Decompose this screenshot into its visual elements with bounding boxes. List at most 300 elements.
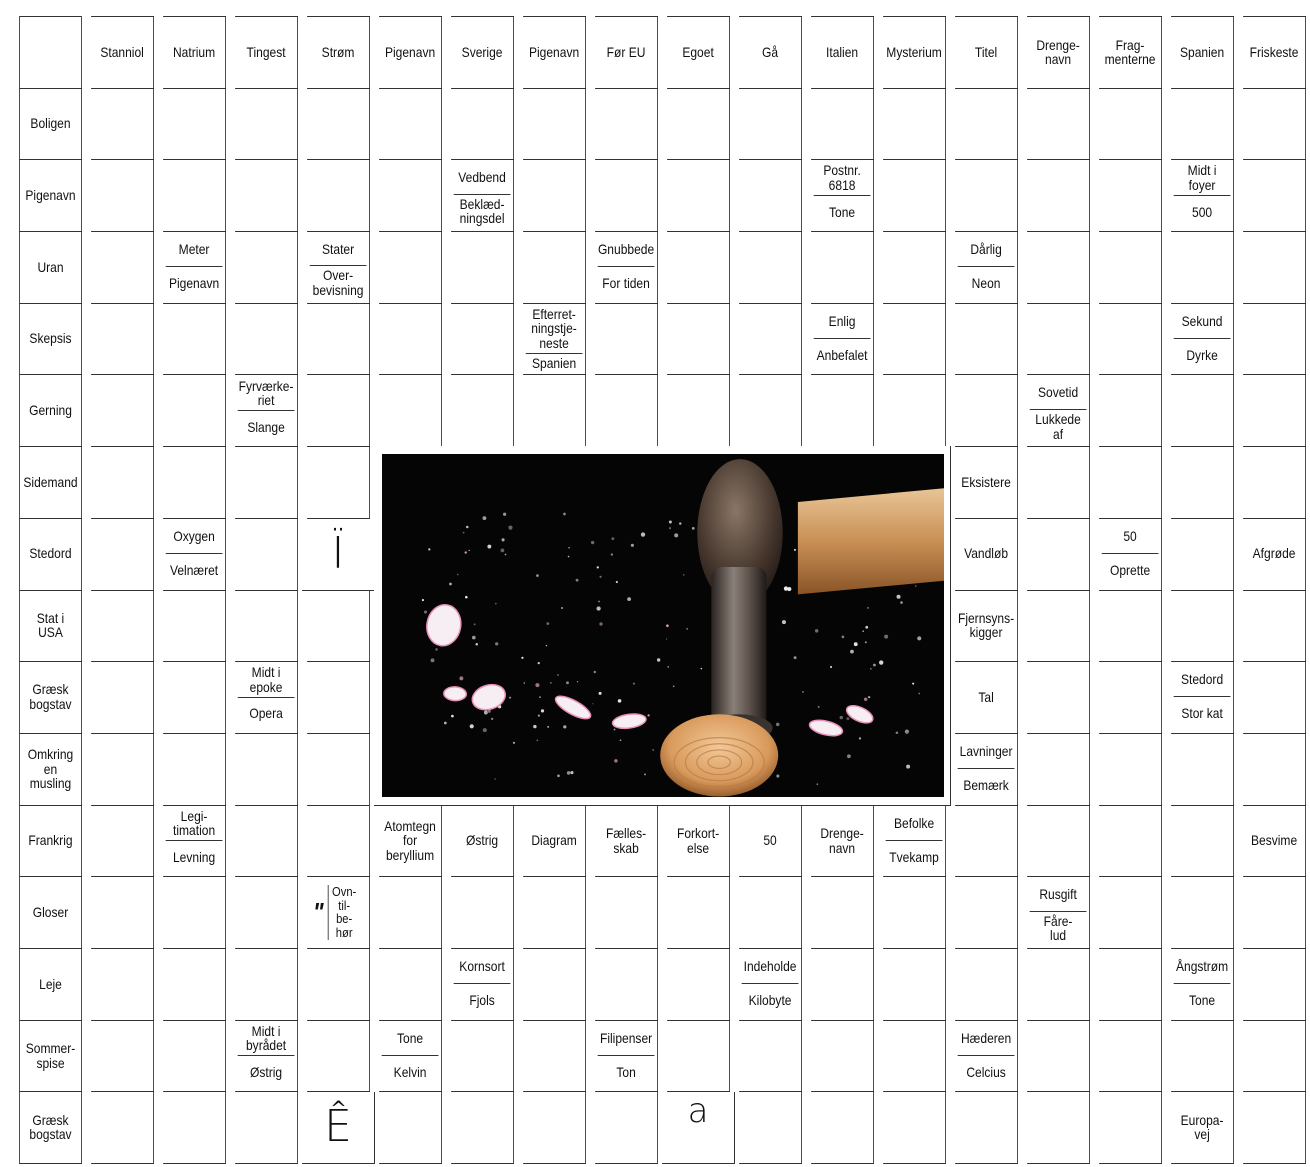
answer-cell[interactable] bbox=[1243, 733, 1306, 806]
clue-cell bbox=[235, 375, 298, 448]
answer-cell[interactable] bbox=[595, 303, 658, 376]
clue-top: Dårlig bbox=[958, 235, 1015, 267]
debris-particle bbox=[599, 576, 601, 578]
prefilled-letter[interactable]: a bbox=[662, 1092, 735, 1165]
debris-particle bbox=[611, 554, 613, 556]
answer-cell[interactable] bbox=[1099, 231, 1162, 304]
answer-cell[interactable] bbox=[1027, 518, 1090, 591]
answer-cell[interactable] bbox=[1027, 159, 1090, 232]
clue-bottom: Ton bbox=[616, 1063, 636, 1080]
answer-cell[interactable] bbox=[1171, 446, 1234, 519]
debris-particle bbox=[867, 607, 869, 609]
answer-cell[interactable] bbox=[739, 876, 802, 949]
answer-cell[interactable] bbox=[1243, 88, 1306, 161]
debris-particle bbox=[802, 691, 804, 693]
answer-cell[interactable] bbox=[883, 375, 946, 448]
answer-cell[interactable] bbox=[883, 231, 946, 304]
answer-cell[interactable] bbox=[451, 1020, 514, 1093]
answer-cell[interactable] bbox=[523, 948, 586, 1021]
answer-cell[interactable] bbox=[1243, 375, 1306, 448]
answer-cell[interactable] bbox=[91, 518, 154, 591]
answer-cell[interactable] bbox=[235, 733, 298, 806]
answer-cell[interactable] bbox=[667, 303, 730, 376]
answer-cell[interactable] bbox=[1171, 375, 1234, 448]
debris-particle bbox=[505, 554, 507, 556]
answer-cell[interactable] bbox=[1027, 1092, 1090, 1165]
debris-particle bbox=[873, 664, 876, 667]
answer-cell[interactable] bbox=[451, 303, 514, 376]
debris-particle bbox=[465, 596, 468, 599]
answer-cell[interactable] bbox=[1171, 518, 1234, 591]
answer-cell[interactable] bbox=[1171, 1020, 1234, 1093]
row-clue: Pigenavn bbox=[19, 159, 82, 232]
debris-particle bbox=[546, 645, 547, 646]
clue-cell bbox=[307, 231, 370, 304]
answer-cell[interactable] bbox=[667, 159, 730, 232]
answer-cell[interactable] bbox=[883, 1020, 946, 1093]
answer-cell[interactable] bbox=[91, 231, 154, 304]
debris-particle bbox=[502, 538, 505, 541]
answer-cell[interactable] bbox=[91, 876, 154, 949]
answer-cell[interactable] bbox=[163, 159, 226, 232]
answer-cell[interactable] bbox=[91, 159, 154, 232]
answer-cell[interactable] bbox=[235, 303, 298, 376]
debris-particle bbox=[631, 544, 634, 547]
debris-particle bbox=[474, 624, 476, 626]
answer-cell[interactable] bbox=[955, 876, 1018, 949]
chalk-shard bbox=[808, 718, 844, 739]
answer-cell[interactable] bbox=[1099, 733, 1162, 806]
clue-cell bbox=[595, 1020, 658, 1093]
answer-cell[interactable] bbox=[1027, 805, 1090, 878]
answer-cell[interactable] bbox=[1243, 159, 1306, 232]
answer-cell[interactable] bbox=[379, 948, 442, 1021]
answer-cell[interactable] bbox=[1099, 303, 1162, 376]
clue-top: Midt i foyer bbox=[1174, 163, 1231, 195]
clue-bottom: Tone bbox=[829, 203, 856, 220]
column-clue: Drenge- navn bbox=[1027, 16, 1090, 89]
clue-cell bbox=[811, 159, 874, 232]
chalk-shard bbox=[553, 692, 594, 723]
answer-cell[interactable] bbox=[595, 876, 658, 949]
debris-particle bbox=[547, 726, 549, 728]
debris-particle bbox=[459, 677, 463, 681]
answer-cell[interactable] bbox=[1099, 1020, 1162, 1093]
answer-cell[interactable] bbox=[451, 1092, 514, 1165]
column-clue: Tingest bbox=[235, 16, 298, 89]
column-clue: Friskeste bbox=[1243, 16, 1306, 89]
answer-cell[interactable] bbox=[1171, 88, 1234, 161]
answer-cell[interactable] bbox=[1027, 590, 1090, 663]
answer-cell[interactable] bbox=[1099, 876, 1162, 949]
answer-cell[interactable] bbox=[91, 1092, 154, 1165]
answer-cell[interactable] bbox=[307, 1020, 370, 1093]
row-clue: Græsk bogstav bbox=[19, 1092, 82, 1165]
answer-cell[interactable] bbox=[1099, 446, 1162, 519]
answer-cell[interactable] bbox=[667, 948, 730, 1021]
answer-cell[interactable] bbox=[955, 1092, 1018, 1165]
answer-cell[interactable] bbox=[235, 88, 298, 161]
answer-cell[interactable] bbox=[811, 88, 874, 161]
row-clue: Boligen bbox=[19, 88, 82, 161]
answer-cell[interactable] bbox=[1099, 375, 1162, 448]
answer-cell[interactable] bbox=[523, 159, 586, 232]
answer-cell[interactable] bbox=[1027, 88, 1090, 161]
answer-cell[interactable] bbox=[595, 159, 658, 232]
clue-top: Oxygen bbox=[166, 522, 223, 554]
debris-particle bbox=[686, 628, 688, 630]
answer-cell[interactable] bbox=[667, 231, 730, 304]
answer-cell[interactable] bbox=[307, 948, 370, 1021]
answer-cell[interactable] bbox=[1099, 948, 1162, 1021]
answer-cell[interactable] bbox=[451, 375, 514, 448]
clue-text: Ovn- til- be- hør bbox=[328, 885, 357, 940]
answer-cell[interactable] bbox=[1171, 733, 1234, 806]
answer-cell[interactable] bbox=[523, 88, 586, 161]
answer-cell[interactable] bbox=[451, 231, 514, 304]
debris-particle bbox=[546, 622, 549, 625]
answer-cell[interactable] bbox=[595, 948, 658, 1021]
answer-cell[interactable] bbox=[811, 948, 874, 1021]
answer-cell[interactable] bbox=[739, 159, 802, 232]
answer-cell[interactable] bbox=[1027, 661, 1090, 734]
answer-cell[interactable] bbox=[163, 1092, 226, 1165]
debris-particle bbox=[523, 682, 525, 684]
debris-particle bbox=[537, 740, 539, 742]
debris-particle bbox=[431, 659, 435, 663]
answer-cell[interactable] bbox=[523, 876, 586, 949]
answer-cell[interactable] bbox=[451, 876, 514, 949]
answer-cell[interactable] bbox=[1099, 88, 1162, 161]
clue-bottom: Lukkede af bbox=[1035, 410, 1081, 442]
answer-cell[interactable] bbox=[307, 590, 370, 663]
clue-cell: Forkort- else bbox=[667, 805, 730, 878]
answer-cell[interactable] bbox=[163, 375, 226, 448]
answer-cell[interactable] bbox=[163, 733, 226, 806]
answer-cell[interactable] bbox=[1027, 446, 1090, 519]
debris-particle bbox=[794, 656, 797, 659]
answer-cell[interactable] bbox=[163, 303, 226, 376]
answer-cell[interactable] bbox=[379, 88, 442, 161]
answer-cell[interactable] bbox=[379, 159, 442, 232]
clue-top: 50 bbox=[1102, 522, 1159, 554]
clue-bottom: Celcius bbox=[966, 1063, 1006, 1080]
answer-cell[interactable] bbox=[235, 805, 298, 878]
debris-particle bbox=[533, 725, 536, 728]
answer-cell[interactable] bbox=[1243, 303, 1306, 376]
answer-cell[interactable] bbox=[235, 518, 298, 591]
debris-particle bbox=[539, 696, 541, 698]
answer-cell[interactable] bbox=[91, 303, 154, 376]
row-clue: Sidemand bbox=[19, 446, 82, 519]
answer-cell[interactable] bbox=[1243, 948, 1306, 1021]
answer-cell[interactable] bbox=[667, 1020, 730, 1093]
answer-cell[interactable] bbox=[883, 88, 946, 161]
answer-cell[interactable] bbox=[307, 805, 370, 878]
answer-cell[interactable] bbox=[595, 375, 658, 448]
column-clue: Natrium bbox=[163, 16, 226, 89]
clue-cell: Drenge- navn bbox=[811, 805, 874, 878]
debris-particle bbox=[422, 599, 424, 601]
answer-cell[interactable] bbox=[235, 876, 298, 949]
answer-cell[interactable] bbox=[595, 1092, 658, 1165]
answer-cell[interactable] bbox=[811, 1092, 874, 1165]
answer-cell[interactable] bbox=[91, 805, 154, 878]
answer-cell[interactable] bbox=[91, 88, 154, 161]
clue-top: Fyrværke- riet bbox=[238, 379, 295, 411]
debris-particle bbox=[815, 629, 818, 632]
answer-cell[interactable] bbox=[1099, 590, 1162, 663]
answer-cell[interactable] bbox=[1027, 733, 1090, 806]
answer-cell[interactable] bbox=[811, 375, 874, 448]
answer-cell[interactable] bbox=[163, 590, 226, 663]
answer-cell[interactable] bbox=[451, 88, 514, 161]
answer-cell[interactable] bbox=[307, 159, 370, 232]
answer-cell[interactable] bbox=[1171, 231, 1234, 304]
answer-cell[interactable] bbox=[1027, 1020, 1090, 1093]
answer-cell[interactable] bbox=[163, 948, 226, 1021]
answer-cell[interactable] bbox=[379, 303, 442, 376]
answer-cell[interactable] bbox=[739, 375, 802, 448]
column-clue: Sverige bbox=[451, 16, 514, 89]
clue-cell: Europa- vej bbox=[1171, 1092, 1234, 1165]
answer-cell[interactable] bbox=[163, 661, 226, 734]
clue-bottom: Velnæret bbox=[169, 561, 219, 578]
answer-cell[interactable] bbox=[235, 948, 298, 1021]
answer-cell[interactable] bbox=[235, 446, 298, 519]
debris-particle bbox=[673, 686, 675, 688]
debris-particle bbox=[472, 636, 476, 640]
answer-cell[interactable] bbox=[1171, 805, 1234, 878]
answer-cell[interactable] bbox=[1099, 159, 1162, 232]
clue-bottom: 500 bbox=[1192, 203, 1213, 220]
answer-cell[interactable] bbox=[739, 1020, 802, 1093]
column-clue: Strøm bbox=[307, 16, 370, 89]
column-clue: Spanien bbox=[1171, 16, 1234, 89]
column-clue: Italien bbox=[811, 16, 874, 89]
debris-particle bbox=[503, 513, 506, 516]
answer-cell[interactable] bbox=[811, 876, 874, 949]
debris-particle bbox=[538, 715, 540, 717]
row-clue: Frankrig bbox=[19, 805, 82, 878]
answer-cell[interactable] bbox=[1027, 231, 1090, 304]
debris-particle bbox=[469, 550, 470, 551]
clue-cell: Østrig bbox=[451, 805, 514, 878]
debris-particle bbox=[487, 545, 491, 549]
answer-cell[interactable] bbox=[523, 231, 586, 304]
clue-bottom: For tiden bbox=[602, 275, 650, 292]
debris-particle bbox=[563, 513, 566, 516]
answer-cell[interactable] bbox=[739, 303, 802, 376]
clue-top: Kornsort bbox=[454, 952, 511, 984]
debris-particle bbox=[521, 657, 523, 659]
answer-cell[interactable] bbox=[91, 948, 154, 1021]
clue-bottom: Spanien bbox=[531, 354, 577, 371]
answer-cell[interactable] bbox=[667, 88, 730, 161]
row-clue: Sommer- spise bbox=[19, 1020, 82, 1093]
debris-particle bbox=[570, 771, 573, 774]
clue-cell: Eksistere bbox=[955, 446, 1018, 519]
answer-cell[interactable] bbox=[523, 1020, 586, 1093]
debris-particle bbox=[905, 730, 909, 734]
answer-cell[interactable] bbox=[955, 805, 1018, 878]
answer-cell[interactable] bbox=[883, 1092, 946, 1165]
debris-particle bbox=[865, 626, 868, 629]
debris-particle bbox=[666, 625, 669, 628]
hammer-photo bbox=[382, 454, 944, 797]
answer-cell[interactable] bbox=[307, 733, 370, 806]
answer-cell[interactable] bbox=[739, 1092, 802, 1165]
answer-cell[interactable] bbox=[739, 88, 802, 161]
clue-cell bbox=[1171, 948, 1234, 1021]
answer-cell[interactable] bbox=[739, 231, 802, 304]
clue-bottom: Oprette bbox=[1109, 561, 1151, 578]
clue-cell bbox=[1171, 303, 1234, 376]
answer-cell[interactable] bbox=[91, 661, 154, 734]
row-clue: Gloser bbox=[19, 876, 82, 949]
debris-particle bbox=[611, 537, 614, 540]
answer-cell[interactable] bbox=[1027, 303, 1090, 376]
debris-particle bbox=[618, 699, 622, 703]
answer-cell[interactable] bbox=[595, 88, 658, 161]
answer-cell[interactable] bbox=[235, 231, 298, 304]
debris-particle bbox=[501, 549, 505, 553]
debris-particle bbox=[470, 724, 474, 728]
answer-cell[interactable] bbox=[523, 1092, 586, 1165]
clue-top: Indeholde bbox=[742, 952, 799, 984]
answer-cell[interactable] bbox=[1243, 231, 1306, 304]
clue-cell bbox=[955, 733, 1018, 806]
answer-cell[interactable] bbox=[1099, 805, 1162, 878]
debris-particle bbox=[483, 516, 487, 520]
clue-top: Tone bbox=[382, 1024, 439, 1056]
answer-cell[interactable] bbox=[1099, 661, 1162, 734]
answer-cell[interactable] bbox=[1243, 446, 1306, 519]
clue-cell bbox=[235, 661, 298, 734]
debris-particle bbox=[424, 611, 427, 614]
clue-cell: Fjernsyns- kigger bbox=[955, 590, 1018, 663]
chalk-shard bbox=[612, 712, 647, 730]
debris-particle bbox=[465, 552, 467, 554]
answer-cell[interactable] bbox=[1243, 1020, 1306, 1093]
answer-cell[interactable] bbox=[163, 1020, 226, 1093]
answer-cell[interactable] bbox=[379, 231, 442, 304]
clue-cell bbox=[955, 1020, 1018, 1093]
debris-particle bbox=[859, 737, 861, 739]
answer-cell[interactable] bbox=[235, 1092, 298, 1165]
answer-cell[interactable] bbox=[163, 446, 226, 519]
debris-particle bbox=[508, 526, 512, 530]
answer-cell[interactable] bbox=[955, 88, 1018, 161]
wood-block bbox=[660, 714, 778, 796]
prefilled-letter[interactable]: Ï bbox=[302, 518, 375, 591]
answer-cell[interactable] bbox=[1243, 1092, 1306, 1165]
answer-cell[interactable] bbox=[667, 375, 730, 448]
debris-particle bbox=[568, 547, 570, 549]
answer-cell[interactable] bbox=[1099, 1092, 1162, 1165]
answer-cell[interactable] bbox=[91, 446, 154, 519]
debris-particle bbox=[884, 635, 888, 639]
debris-particle bbox=[538, 662, 540, 664]
prefilled-letter[interactable]: Ê bbox=[302, 1092, 375, 1165]
debris-particle bbox=[669, 521, 672, 524]
chalk-shard bbox=[424, 602, 464, 648]
clue-bottom: Anbefalet bbox=[816, 346, 868, 363]
debris-particle bbox=[906, 765, 910, 769]
answer-cell[interactable] bbox=[883, 876, 946, 949]
row-clue: Omkring en musling bbox=[19, 733, 82, 806]
corner-cell bbox=[19, 16, 82, 89]
clue-top: Rusgift bbox=[1030, 880, 1087, 911]
answer-cell[interactable] bbox=[667, 876, 730, 949]
debris-particle bbox=[550, 682, 552, 684]
answer-cell[interactable] bbox=[91, 1020, 154, 1093]
answer-cell[interactable] bbox=[307, 303, 370, 376]
debris-particle bbox=[879, 661, 883, 665]
clue-cell bbox=[1027, 876, 1090, 949]
clue-top: Meter bbox=[166, 235, 223, 267]
answer-cell[interactable] bbox=[1243, 876, 1306, 949]
answer-cell[interactable] bbox=[1027, 948, 1090, 1021]
crossword-grid bbox=[14, 16, 1308, 1164]
answer-cell[interactable] bbox=[1171, 876, 1234, 949]
debris-particle bbox=[614, 729, 616, 731]
clue-cell bbox=[883, 805, 946, 878]
debris-particle bbox=[830, 666, 832, 668]
answer-cell[interactable] bbox=[523, 375, 586, 448]
clue-top: Postnr. 6818 bbox=[814, 163, 871, 195]
answer-cell[interactable] bbox=[163, 876, 226, 949]
clue-bottom: Kelvin bbox=[393, 1063, 427, 1080]
answer-cell[interactable] bbox=[307, 88, 370, 161]
answer-cell[interactable] bbox=[307, 375, 370, 448]
answer-cell[interactable] bbox=[91, 733, 154, 806]
answer-cell[interactable] bbox=[955, 948, 1018, 1021]
answer-cell[interactable] bbox=[307, 661, 370, 734]
answer-cell[interactable] bbox=[883, 948, 946, 1021]
clue-top: Enlig bbox=[814, 307, 871, 339]
answer-cell[interactable] bbox=[883, 159, 946, 232]
answer-cell[interactable] bbox=[811, 231, 874, 304]
answer-cell[interactable] bbox=[1243, 661, 1306, 734]
answer-cell[interactable] bbox=[955, 303, 1018, 376]
answer-cell[interactable] bbox=[235, 590, 298, 663]
answer-cell[interactable] bbox=[379, 1092, 442, 1165]
answer-cell[interactable] bbox=[91, 590, 154, 663]
answer-cell[interactable] bbox=[883, 303, 946, 376]
clue-cell: Vandløb bbox=[955, 518, 1018, 591]
answer-cell[interactable] bbox=[955, 159, 1018, 232]
debris-particle bbox=[633, 683, 635, 685]
clue-bottom: Fåre- lud bbox=[1043, 912, 1073, 944]
answer-cell[interactable] bbox=[163, 88, 226, 161]
debris-particle bbox=[674, 534, 678, 538]
answer-cell[interactable] bbox=[1243, 590, 1306, 663]
answer-cell[interactable] bbox=[307, 446, 370, 519]
column-clue: Pigenavn bbox=[523, 16, 586, 89]
answer-cell[interactable] bbox=[1171, 590, 1234, 663]
answer-cell[interactable] bbox=[955, 375, 1018, 448]
answer-cell[interactable] bbox=[91, 375, 154, 448]
answer-cell[interactable] bbox=[379, 375, 442, 448]
answer-cell[interactable] bbox=[811, 1020, 874, 1093]
answer-cell[interactable] bbox=[235, 159, 298, 232]
clue-top: Stater bbox=[310, 235, 367, 266]
debris-particle bbox=[620, 740, 622, 742]
debris-particle bbox=[641, 533, 645, 537]
answer-cell[interactable] bbox=[379, 876, 442, 949]
debris-particle bbox=[817, 784, 819, 786]
